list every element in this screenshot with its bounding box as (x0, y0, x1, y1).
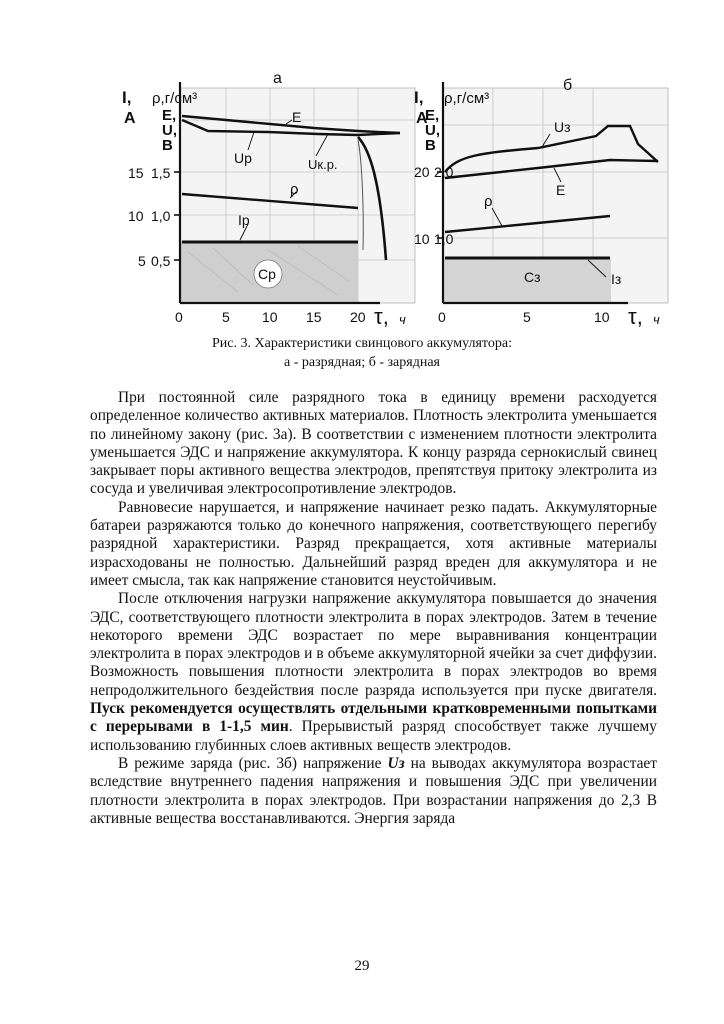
panel-b-axis-u-label: U, (425, 122, 440, 139)
panel-b-rho-tick-2-0: 2,0 (434, 164, 454, 180)
paragraph-3 (90, 590, 657, 755)
figure-caption-line-2: а - разрядная; б - зарядная (284, 355, 440, 370)
paragraph-4-text-before: В режиме заряда (рис. 3б) напряжение (118, 754, 388, 772)
panel-a-x-tick-15: 15 (306, 309, 322, 325)
panel-b-label-u3: Uз (554, 119, 571, 135)
panel-a-rho-tick-1-5: 1,5 (151, 165, 171, 181)
panel-b-axis-b-label: B (425, 137, 436, 154)
panel-b-x-tick-0: 0 (438, 309, 446, 325)
panel-b-x-axis-label: τ, (628, 304, 643, 329)
panel-a-x-axis-label: τ, (374, 304, 389, 329)
panel-a-y-tick-10: 10 (128, 208, 144, 224)
figure-caption-line-1: Рис. 3. Характеристики свинцового аккумулятора: (212, 336, 512, 351)
panel-a-axis-u-label: U, (162, 122, 177, 139)
panel-a-x-tick-0: 0 (175, 309, 183, 325)
panel-a-x-tick-10: 10 (262, 309, 278, 325)
panel-b-y-tick-20: 20 (414, 164, 430, 180)
panel-b-label: б (563, 77, 573, 94)
figure-3 (118, 70, 678, 335)
paragraph-2: Равновесие нарушается, и напряжение начинает резко падать. Аккумуляторные батареи разряжаются только до конечного напряжения, соответствующего перегибу разрядной характеристики. Разряд прекращается, хотя активные материалы израсходованы не полностью. Дальнейший разряд вреден для аккумулятора и не имеет смысла, так как напряжение становится неустойчивым. (90, 498, 657, 589)
paragraph-3-text-after: . Прерывистый разряд способствует также лучшему использованию глубинных слоев активных веществ электродов. (90, 718, 657, 754)
panel-a-label-e: E (292, 109, 302, 125)
panel-b-x-axis-unit: ч (653, 312, 660, 327)
panel-a-rho-tick-0-5: 0,5 (151, 253, 171, 269)
panel-b-y-tick-10: 10 (414, 231, 430, 247)
panel-a-label-up: Uр (234, 150, 252, 166)
page-number: 29 (354, 958, 370, 974)
panel-b-label-e: E (556, 182, 566, 198)
paragraph-4 (90, 755, 657, 828)
panel-b-x-tick-5: 5 (523, 309, 531, 325)
panel-a-axis-b-label: B (162, 137, 173, 154)
panel-b-axis-rho-label: ρ,г/см³ (444, 90, 490, 107)
panel-a-label-cp: Ср (258, 266, 276, 282)
panel-a-rho-tick-1-0: 1,0 (151, 208, 171, 224)
panel-a-axis-a-label: A (124, 110, 136, 127)
panel-a-y-tick-5: 5 (138, 253, 146, 269)
paragraph-3-bold-text: Пуск рекомендуется осуществлять отдельными кратковременными попытками с перерывами в 1-1,5 мин (90, 700, 657, 736)
panel-a-x-axis-unit: ч (399, 312, 406, 327)
panel-a-label-rho: ρ (290, 181, 299, 198)
panel-b-axis-i-label: I, (414, 88, 424, 107)
paragraph-4-symbol: Uз (387, 754, 405, 772)
panel-a-axis-rho-label: ρ,г/см³ (152, 90, 198, 107)
panel-b-label-c3: Сз (524, 269, 541, 285)
panel-b-x-tick-10: 10 (594, 309, 610, 325)
paragraph-4-text-after: на выводах аккумулятора возрастает вследствие внутреннего падения напряжения и повышения ЭДС при увеличении плотности электролита в порах электродов. При возрастании напряжения до 2,3 В активные вещества восстанавливаются. Энергия заряда (90, 754, 657, 827)
panel-a-label-ukr: Uк.р. (308, 157, 338, 172)
panel-b-label-rho: ρ (484, 193, 493, 210)
panel-b-axis-a-label: A (416, 110, 428, 127)
panel-a-axis-i-label: I, (122, 88, 132, 107)
figure-svg (118, 70, 678, 335)
paragraph-3-text-before: После отключения нагрузки напряжение аккумулятора повышается до значения ЭДС, соответствующего плотности электролита в порах электродов. Затем в течение некоторого времени ЭДС возрастает по мере выравнивания концентрации электролита в порах электродов и в объеме аккумуляторной ячейки за счет диффузии. Возможность повышения плотности электролита в порах электродов во время непродолжительного бездействия после разряда используется при пуске двигателя. (90, 590, 657, 699)
panel-a-x-tick-5: 5 (222, 309, 230, 325)
panel-a-label: а (273, 70, 282, 87)
panel-a-axis-e-label: E, (162, 107, 177, 124)
panel-b-axis-e-label: E, (425, 107, 440, 124)
panel-a-label-ip: Iр (238, 212, 250, 228)
panel-b-label-i3: Iз (611, 271, 622, 287)
panel-a-x-tick-20: 20 (350, 309, 366, 325)
paragraph-1: При постоянной силе разрядного тока в единицу времени расходуется определенное количество активных материалов. Плотность электролита уменьшается по линейному закону (рис. 3а). В соответствии с изменением плотности электролита уменьшается ЭДС и напряжение аккумулятора. К концу разряда сернокислый свинец закрывает поры активного вещества электродов, препятствуя притоку электролита из сосуда и увеличивая электросопротивление электродов. (90, 389, 657, 498)
panel-b (437, 82, 668, 303)
body-text (90, 389, 657, 828)
panel-a-y-tick-15: 15 (128, 165, 144, 181)
panel-b-rho-tick-1-0: 1,0 (434, 231, 454, 247)
